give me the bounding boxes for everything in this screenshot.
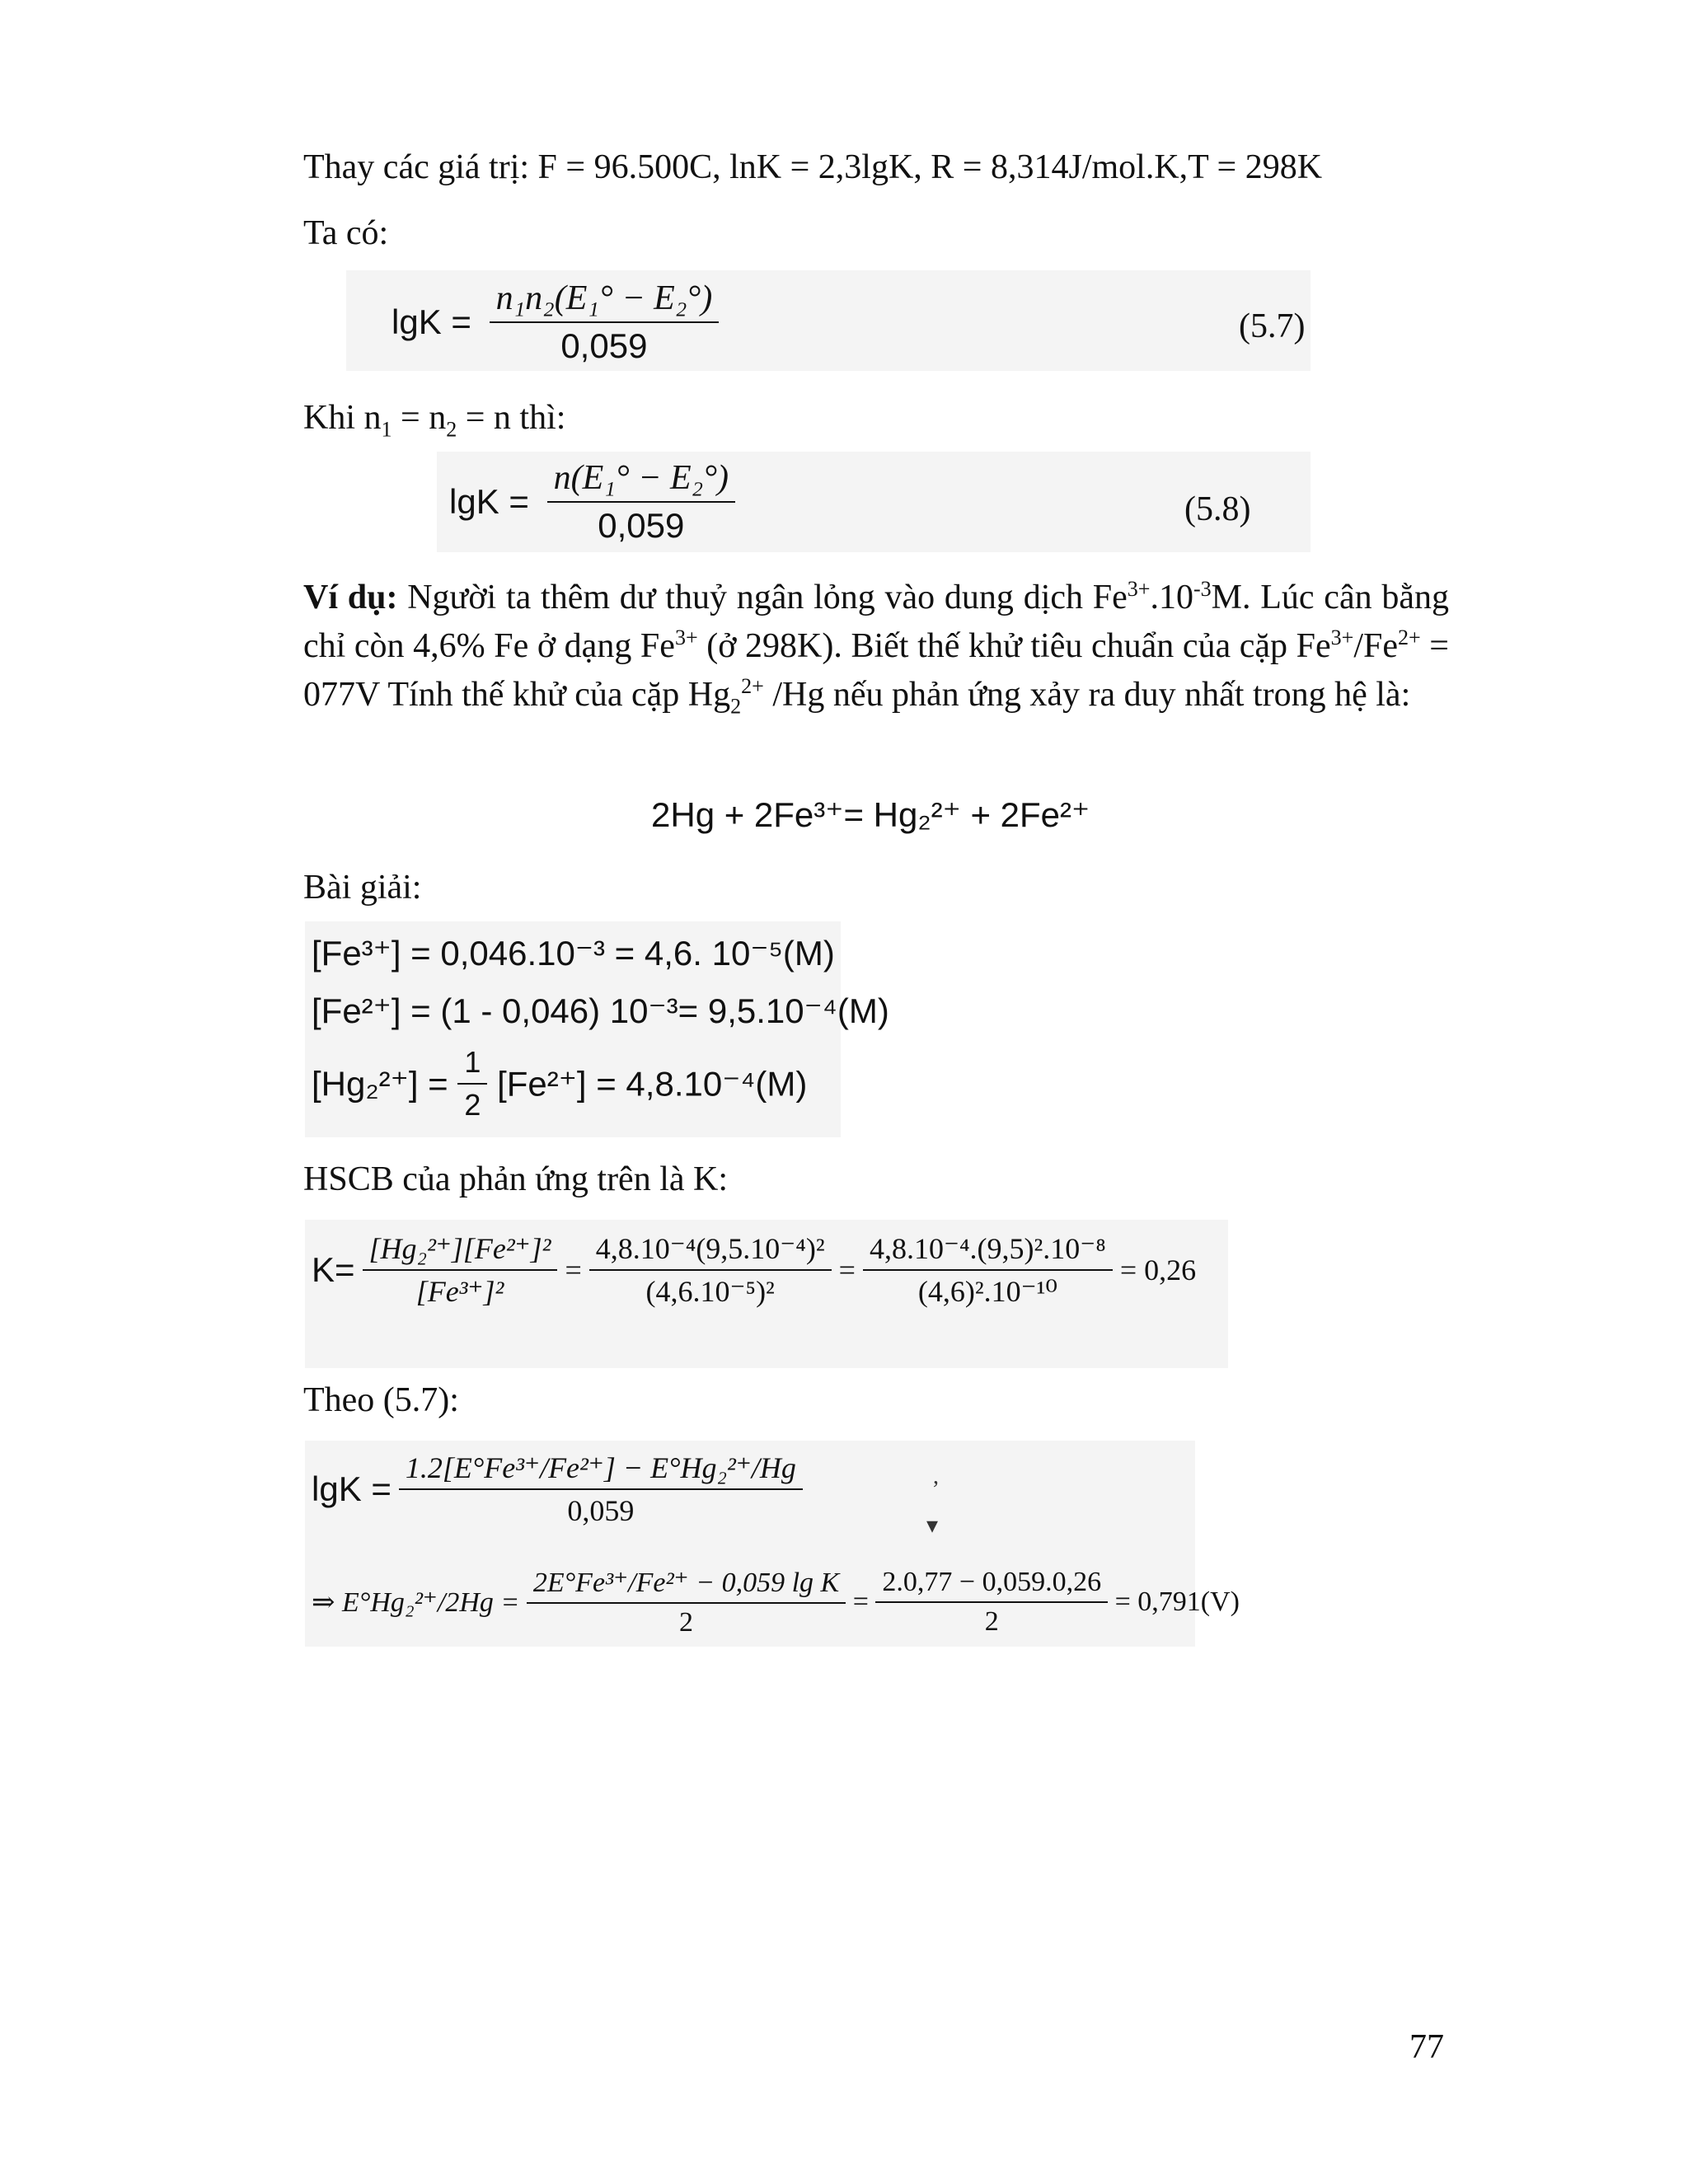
example-text-7: /Hg nếu phản ứng xảy ra duy nhất trong hệ là:	[763, 676, 1411, 714]
equation-denominator: 0,059	[598, 506, 685, 545]
conc-fe2-line: [Fe²⁺] = (1 - 0,046) 10⁻³= 9,5.10⁻⁴(M)	[312, 991, 889, 1030]
final-equation	[312, 1566, 1240, 1638]
khi-suffix: = n thì:	[457, 399, 566, 437]
example-sup-5: 2+	[1398, 626, 1421, 649]
final-fraction-1-den: 2	[679, 1607, 693, 1638]
lgk-formula-den: 0,059	[567, 1494, 635, 1527]
example-text-1: Người ta thêm dư thuỷ ngân lỏng vào dung dịch Fe	[397, 579, 1128, 616]
final-fraction-2	[875, 1567, 1108, 1638]
k-fraction-1-num: [Hg₂²⁺][Fe²⁺]²	[363, 1231, 558, 1271]
example-sup-4: 3+	[1330, 626, 1354, 649]
k-calc-equation	[312, 1231, 1196, 1309]
equation-fraction	[490, 279, 720, 366]
reaction-equation: 2Hg + 2Fe³⁺= Hg₂²⁺ + 2Fe²⁺	[651, 795, 1090, 834]
equation-fraction	[547, 458, 735, 546]
lgk-formula-fraction	[399, 1451, 803, 1528]
final-equals: =	[852, 1586, 869, 1617]
final-fraction-2-num: 2.0,77 − 0,059.0,26	[875, 1567, 1108, 1603]
k-fraction-1-den: [Fe³⁺]²	[415, 1275, 504, 1308]
equation-numerator: n₁n₂(E₁° − E₂°)	[490, 279, 720, 323]
half-fraction	[457, 1045, 487, 1122]
khi-sub-1: 1	[381, 417, 392, 442]
lgk-formula-lhs: lgK =	[312, 1469, 392, 1508]
example-sup-3: 3+	[674, 626, 698, 649]
k-equals-1: =	[565, 1254, 582, 1286]
k-result: = 0,26	[1119, 1254, 1197, 1286]
equation-5-8	[449, 458, 735, 546]
final-fraction-2-den: 2	[984, 1606, 999, 1637]
k-fraction-3-num: 4,8.10⁻⁴.(9,5)².10⁻⁸	[863, 1231, 1113, 1271]
final-fraction-1-num: 2E°Fe³⁺/Fe²⁺ − 0,059 lg K	[527, 1566, 846, 1604]
equation-lhs: lgK =	[449, 482, 529, 521]
example-sup-6: 2+	[741, 674, 764, 698]
k-equals-2: =	[838, 1254, 856, 1286]
final-fraction-1	[527, 1566, 846, 1638]
k-fraction-3-den: (4,6)².10⁻¹⁰	[917, 1275, 1057, 1308]
example-sup-1: 3+	[1127, 577, 1151, 601]
conc-fe3-line: [Fe³⁺] = 0,046.10⁻³ = 4,6. 10⁻⁵(M)	[312, 934, 835, 972]
equation-5-7	[392, 279, 719, 366]
example-label: Ví dụ:	[303, 579, 398, 616]
conc-hg-rhs: [Fe²⁺] = 4,8.10⁻⁴(M)	[497, 1064, 808, 1104]
khi-prefix: Khi n	[303, 399, 382, 437]
final-result: = 0,791(V)	[1114, 1586, 1240, 1617]
equation-denominator: 0,059	[560, 326, 648, 365]
khi-sub-2: 2	[446, 417, 457, 442]
k-lhs: K=	[312, 1250, 355, 1289]
equation-lhs: lgK =	[392, 302, 471, 341]
example-text-2: .10	[1150, 579, 1193, 616]
half-denominator: 2	[464, 1088, 481, 1122]
example-text-3: M. Lúc cân bằng chỉ còn 4,6% Fe ở dạng Fe	[303, 579, 1449, 665]
example-sup-2: -3	[1193, 577, 1212, 601]
solution-label: Bài giải:	[303, 869, 422, 907]
hscb-line: HSCB của phản ứng trên là K:	[303, 1160, 729, 1198]
lgk-formula-num: 1.2[E°Fe³⁺/Fe²⁺] − E°Hg₂²⁺/Hg	[399, 1451, 803, 1490]
page-number: 77	[1409, 2028, 1444, 2066]
ta-co-line: Ta có:	[303, 214, 389, 252]
example-text-5: /Fe	[1353, 627, 1398, 665]
k-fraction-2-den: (4,6.10⁻⁵)²	[645, 1275, 775, 1308]
conc-hg-line	[312, 1045, 807, 1122]
example-paragraph	[303, 574, 1449, 719]
lgk-formula	[312, 1451, 803, 1528]
example-text-6: = 077V Tính thế khử của cặp Hg	[303, 627, 1449, 714]
khi-eq1: = n	[392, 399, 447, 437]
khi-line	[303, 399, 566, 442]
half-numerator: 1	[457, 1045, 487, 1085]
final-lhs: ⇒ E°Hg₂²⁺/2Hg =	[312, 1587, 520, 1618]
k-fraction-1	[363, 1231, 558, 1309]
scan-mark-comma: ,	[933, 1464, 939, 1489]
example-text-4: (ở 298K). Biết thế khử tiêu chuẩn của cặp Fe	[697, 627, 1331, 665]
substitution-line: Thay các giá trị: F = 96.500C, lnK = 2,3lgK, R = 8,314J/mol.K,T = 298K	[303, 148, 1323, 186]
equation-tag-5-8: (5.8)	[1184, 490, 1251, 528]
equation-numerator: n(E₁° − E₂°)	[547, 458, 735, 503]
k-fraction-2-num: 4,8.10⁻⁴(9,5.10⁻⁴)²	[589, 1231, 832, 1271]
example-sub-6: 2	[730, 694, 742, 719]
k-fraction-3	[863, 1231, 1113, 1309]
k-fraction-2	[589, 1231, 832, 1309]
equation-tag-5-7: (5.7)	[1239, 307, 1306, 345]
conc-hg-lhs: [Hg₂²⁺] =	[312, 1064, 448, 1104]
theo-line: Theo (5.7):	[303, 1381, 459, 1419]
scan-mark-dash: ▾	[926, 1513, 939, 1539]
